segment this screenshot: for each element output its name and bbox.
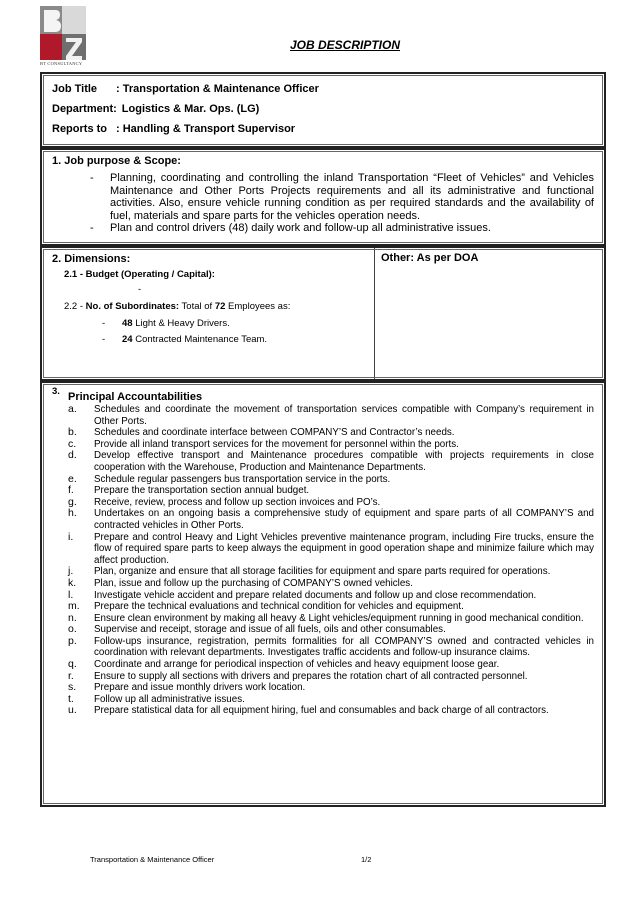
department-label: Department: [52,103,117,115]
item-text: Schedules and coordinate interface between COMPANY’S and Contractor’s needs. [94,427,455,439]
item-text: Investigate vehicle accident and prepare related documents and follow up and close recommendation. [94,589,537,601]
item-text: Prepare and issue monthly drivers work location. [94,682,306,694]
accountability-item [52,508,594,531]
subordinate-breakdown-item: - 48 Light & Heavy Drivers. [102,318,230,329]
accountability-item [52,705,594,717]
item-letter: o. [68,623,77,636]
purpose-item: - Plan and control drivers (48) daily work and follow-up all administrative issues. [90,222,594,235]
reports-to-label: Reports to [52,123,107,135]
subordinates-text-a: Total of [179,301,215,312]
item-letter: j. [68,565,74,578]
section-number: 3. [52,386,60,397]
item-text: Follow up all administrative issues. [94,693,245,705]
item-letter: l. [68,588,74,601]
accountability-item [52,578,594,590]
breakdown-count: 24 [122,334,133,345]
item-text: Follow-ups insurance, registration, permits formalities for all COMPANY’S owned and contracted vehicles in coordination with relevant departments. Investigates traffic accidents and follow-up insurance claims. [94,635,594,659]
item-letter: k. [68,576,77,589]
subordinates-label: No. of Subordinates: [85,301,180,312]
item-text: Schedule regular passengers bus transportation service in the ports. [94,473,391,485]
accountabilities-title: Principal Accountabilities [68,391,203,403]
accountability-item [52,439,594,451]
item-text: Plan, issue and follow up the purchasing of COMPANY’S owned vehicles. [94,577,413,589]
department-value: Logistics & Mar. Ops. (LG) [121,103,260,115]
accountabilities-header [52,386,594,403]
company-logo [40,6,86,66]
item-text: Ensure clean environment by making all heavy & Light vehicles/equipment running in good mechanical condition. [94,612,584,624]
item-letter: r. [68,669,74,682]
item-text: Ensure to supply all sections with drivers and prepares the rotation chart of all contracted personnel. [94,670,528,682]
subordinates-text-b: Employees as: [225,301,291,312]
purpose-item: - Planning, coordinating and controlling the inland Transportation “Fleet of Vehicles” and Vehicles Maintenance and Other Ports Projects requirements and all its administrative and functional activities. Also, ensure vehicle running condition as per required standards and the availability of fuel, materials and spare parts for the vehicles operation needs. [90,172,594,222]
reports-to-row [52,119,594,139]
accountability-item [52,590,594,602]
job-title-label: Job Title [52,83,98,95]
job-title-value: : Transportation & Maintenance Officer [116,83,319,95]
item-letter: u. [68,704,77,717]
breakdown-count: 48 [122,318,133,329]
subordinates-line [52,299,364,314]
item-letter: c. [68,437,77,450]
accountability-item [52,485,594,497]
accountabilities-list [52,404,594,717]
document-title: JOB DESCRIPTION [290,38,401,52]
accountability-item [52,613,594,625]
item-text: Undertakes on an ongoing basis a comprehensive study of equipment and spare parts of all COMPANY’S and contracted vehicles in Other Ports. [94,508,594,531]
accountability-item [52,659,594,671]
dimensions-title: 2. Dimensions: [52,253,131,265]
accountability-item [52,474,594,486]
accountability-item [52,694,594,706]
breakdown-text: Contracted Maintenance Team. [132,334,268,345]
subordinates-prefix: 2.2 - [64,301,86,312]
accountability-item [52,404,594,427]
item-letter: a. [68,403,77,415]
item-letter: h. [68,507,77,520]
department-row [52,99,594,119]
budget-line: 2.1 - Budget (Operating / Capital): [64,269,215,280]
item-text: Develop effective transport and Maintenance procedures compatible with projects requirements in close cooperation with the Warehouse, Production and Maintenance Departments. [94,450,594,473]
item-text: Prepare the technical evaluations and technical condition for vehicles and equipment. [94,601,464,613]
item-text: Schedules and coordinate the movement of transportation services compatible with Company’s requirement in Other Ports. [94,404,594,427]
accountability-item [52,566,594,578]
item-text: Prepare the transportation section annual budget. [94,485,310,497]
item-letter: n. [68,611,77,624]
purpose-list [90,172,594,235]
accountability-item [52,427,594,439]
accountability-item [52,450,594,473]
item-text: Coordinate and arrange for periodical inspection of vehicles and heavy equipment loose gear. [94,659,500,671]
item-text: Receive, review, process and follow up section invoices and PO’s. [94,496,381,508]
accountability-item [52,497,594,509]
item-letter: s. [68,681,77,694]
dimensions-section [40,246,606,381]
item-letter: b. [68,426,77,439]
purpose-title: 1. Job purpose & Scope: [52,155,181,167]
accountability-item [52,636,594,659]
footer-document-name: Transportation & Maintenance Officer [90,855,215,864]
item-text: Prepare statistical data for all equipment hiring, fuel and consumables and back charge of all contractors. [94,705,549,717]
item-text: Supervise and receipt, storage and issue of all fuels, oils and other consumables. [94,624,446,636]
accountability-item [52,532,594,567]
accountability-item [52,671,594,683]
item-text: Prepare and control Heavy and Light Vehicles preventive maintenance program, including Fire trucks, ensure the flow of required spare parts to keep always the equipment in good operation shape and minimize failure which may affect production. [94,531,594,566]
logo-caption: BT CONSULTANCY [40,61,83,66]
accountability-item [52,601,594,613]
item-letter: e. [68,472,77,485]
subordinate-breakdown-item: - 24 Contracted Maintenance Team. [102,334,268,345]
budget-value: - [138,284,142,295]
job-purpose-section [40,148,606,246]
job-header-section [40,72,606,148]
item-letter: t. [68,692,74,705]
other-doa-cell: Other: As per DOA [381,252,479,264]
item-letter: m. [68,600,80,613]
accountability-item [52,624,594,636]
page-number: 1/2 [361,855,372,864]
dimensions-left-cell [42,248,375,379]
accountability-item [52,682,594,694]
breakdown-text: Light & Heavy Drivers. [132,318,230,329]
item-letter: i. [68,530,74,543]
item-letter: f. [68,484,74,497]
item-text: Plan, organize and ensure that all storage facilities for equipment and spare parts required for operations. [94,566,551,578]
subordinates-total: 72 [214,301,226,312]
job-title-row [52,79,594,99]
item-text: Provide all inland transport services for the movement for personnel within the ports. [94,438,459,450]
item-letter: d. [68,449,77,462]
accountabilities-section [40,381,606,807]
item-letter: p. [68,634,77,647]
reports-to-value: : Handling & Transport Supervisor [116,123,296,135]
item-letter: g. [68,495,77,508]
item-letter: q. [68,658,77,671]
